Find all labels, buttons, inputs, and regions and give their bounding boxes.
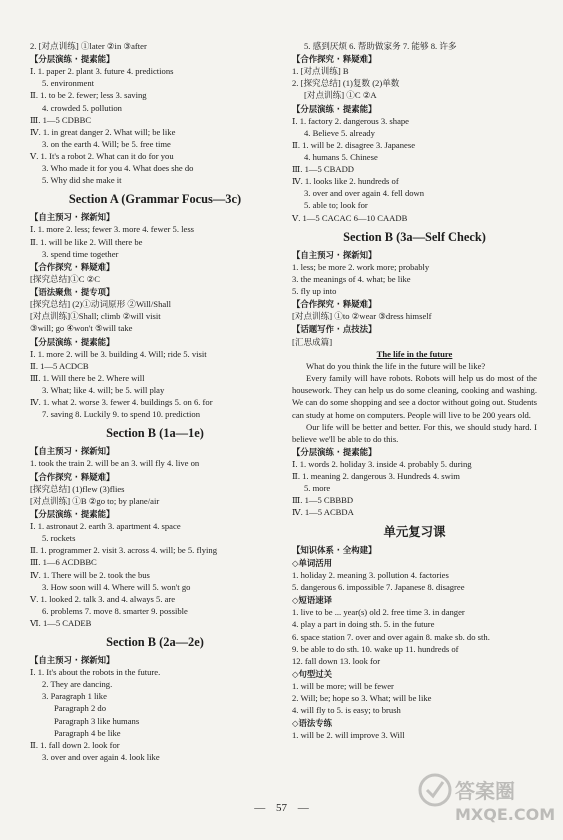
left-answer-line: Ⅲ. 1—6 ACDBBC [30, 557, 97, 568]
left-answer-line: Ⅱ. 1. will be like 2. Will there be [30, 236, 143, 247]
right-answer-line: [对点训练] ①C ②A [304, 90, 377, 101]
right-section-heading: 【合作探究 · 释疑难】 [292, 54, 377, 65]
svg-text:答案圈: 答案圈 [455, 779, 515, 803]
right-answer-line: 1. holiday 2. meaning 3. pollution 4. factories [292, 569, 449, 580]
left-answer-line: Ⅱ. 1—5 ACDCB [30, 360, 89, 371]
left-column [30, 40, 280, 763]
left-answer-line: Paragraph 2 do [54, 703, 107, 714]
left-answer-line: 6. problems 7. move 8. smarter 9. possible [42, 605, 188, 616]
left-answer-line: Paragraph 3 like humans [54, 715, 140, 726]
right-answer-line: Ⅴ. 1—5 CACAC 6—10 CAADB [292, 212, 408, 223]
left-answer-line: 3. Who made it for you 4. What does she do [42, 163, 194, 174]
right-section-title: Section B (3a—Self Check) [343, 229, 486, 244]
left-section-heading: 【自主预习 · 探新知】 [30, 655, 115, 665]
right-answer-line: [汇思成篇] [292, 336, 333, 347]
right-answer-line: 5. fly up into [292, 286, 337, 297]
left-answer-line: Ⅱ. 1. programmer 2. visit 3. across 4. will; be 5. flying [30, 545, 217, 556]
right-answer-line: 4. play a part in doing sth. 5. in the future [292, 619, 435, 630]
svg-text:MXQE.COM: MXQE.COM [455, 805, 556, 824]
right-section-heading: 【自主预习 · 探新知】 [292, 249, 377, 260]
left-answer-line: 5. environment [42, 78, 95, 89]
right-answer-line: 4. will fly to 5. is easy; to brush [292, 705, 401, 716]
right-essay-paragraph: What do you think the life in the future will be like? [306, 361, 486, 372]
right-answer-line: 2. [探究总结] (1)复数 (2)单数 [292, 78, 400, 89]
left-answer-line: 5. rockets [42, 533, 76, 544]
left-answer-line: Ⅰ. 1. paper 2. plant 3. future 4. predictions [30, 66, 174, 77]
right-answer-line: [对点训练] ①to ②wear ③dress himself [292, 311, 432, 322]
left-answer-line: [探究总结] (1)flew (3)flies [30, 483, 125, 494]
left-section-heading: 【语法聚焦 · 提专项】 [30, 287, 115, 298]
right-answer-line: Ⅰ. 1. factory 2. dangerous 3. shape [292, 115, 409, 126]
left-answer-line: 7. saving 8. Luckily 9. to spend 10. prediction [42, 409, 201, 420]
left-answer-line: [对点训练] ①B ②go to; by plane/air [30, 495, 160, 506]
left-section-heading: 【自主预习 · 探新知】 [30, 446, 115, 457]
left-answer-line: Ⅴ. 1. looked 2. talk 3. and 4. always 5. are [30, 593, 176, 604]
left-section-heading: 【分层演练 · 提素能】 [30, 54, 115, 65]
left-answer-line: 1. took the train 2. will be an 3. will fly 4. live on [30, 458, 200, 469]
left-answer-line: 3. on the earth 4. Will; be 5. free time [42, 138, 171, 149]
right-answer-line: 4. humans 5. Chinese [304, 152, 378, 163]
left-answer-line: 5. Why did she make it [42, 175, 122, 186]
right-section-heading: ◇单词活用 [292, 557, 332, 568]
left-answer-line: [探究总结] (2)①动词原形 ②Will/Shall [30, 299, 171, 310]
left-answer-line: Ⅰ. 1. It's about the robots in the future. [30, 667, 161, 678]
page-number-value: 57 [276, 802, 287, 814]
right-answer-line: 1. [对点训练] B [292, 66, 349, 77]
right-answer-line: 2. Will; be; hope so 3. What; will be like [292, 693, 432, 704]
left-answer-line: 2. They are dancing. [42, 679, 113, 690]
left-answer-line: ③will; go ④won't ⑤will take [30, 323, 133, 334]
right-answer-line: 5. more [304, 483, 331, 494]
left-section-heading: 【合作探究 · 释疑难】 [30, 471, 115, 482]
left-answer-line: [对点训练]①Shall; climb ②will visit [30, 311, 161, 322]
right-section-heading: 【分层演练 · 提素能】 [292, 103, 377, 114]
right-answer-line: Ⅲ. 1—5 CBBBD [292, 495, 354, 506]
right-answer-line: 4. Believe 5. already [304, 127, 375, 138]
left-answer-line: Ⅰ. 1. more 2. will be 3. building 4. Will; ride 5. visit [30, 348, 207, 359]
right-answer-line: 12. fall down 13. look for [292, 655, 381, 666]
right-section-heading: ◇语法专练 [292, 718, 332, 729]
right-answer-line: Ⅲ. 1—5 CBADD [292, 164, 355, 175]
right-essay-title: The life in the future [376, 348, 453, 359]
right-essay-paragraph: Our life will be better and better. For this, we should study hard. I believe we'll be able to do this. [292, 421, 537, 444]
left-section-heading: 【分层演练 · 提素能】 [30, 508, 115, 519]
right-answer-line: 1. will be 2. will improve 3. Will [292, 730, 405, 741]
right-answer-line: Ⅱ. 1. will be 2. disagree 3. Japanese [292, 139, 416, 150]
right-section-heading: ◇句型过关 [292, 668, 332, 679]
right-answer-line: 5. dangerous 6. impossible 7. Japanese 8. disagree [292, 582, 465, 593]
left-answer-line: Ⅳ. 1. in great danger 2. What will; be like [30, 126, 176, 137]
left-answer-line: [探究总结]①C ②C [30, 273, 101, 284]
page-number: — 57 — [254, 802, 309, 814]
right-answer-line: Ⅳ. 1. looks like 2. hundreds of [292, 176, 399, 187]
right-answer-line: 1. will be more; will be fewer [292, 681, 394, 691]
right-section-heading: 【分层演练 · 提素能】 [292, 446, 377, 457]
right-answer-line: 5. able to; look for [304, 200, 368, 211]
left-section-title: Section B (2a—2e) [106, 635, 204, 649]
left-answer-line: 2. [对点训练] ①later ②in ③after [30, 41, 147, 51]
left-answer-line: Ⅱ. 1. to be 2. fewer; less 3. saving [30, 90, 147, 101]
left-answer-line: Ⅳ. 1. what 2. worse 3. fewer 4. buildings 5. on 6. for [30, 397, 213, 408]
left-answer-line: Ⅰ. 1. more 2. less; fewer 3. more 4. fewer 5. less [30, 224, 195, 235]
left-answer-line: Ⅰ. 1. astronaut 2. earth 3. apartment 4. space [30, 521, 181, 532]
right-answer-line: Ⅰ. 1. words 2. holiday 3. inside 4. probably 5. during [292, 459, 472, 470]
left-answer-line: Ⅴ. 1. It's a robot 2. What can it do for you [30, 150, 174, 161]
right-essay-paragraph: Every family will have robots. Robots will help us do most of the housework. They can help us do some cleaning, cooking and washing. We can do some shopping and see a doctor without going out. Students can study at home on computers. People will live to be 200 years old. [292, 373, 537, 420]
right-answer-line: 1. live to be ... year(s) old 2. free time 3. in danger [292, 607, 465, 618]
left-section-heading: 【自主预习 · 探新知】 [30, 212, 115, 223]
left-answer-line: Ⅵ. 1—5 CADEB [30, 617, 92, 628]
left-answer-line: Ⅳ. 1. There will be 2. took the bus [30, 569, 150, 580]
left-answer-line: 4. crowded 5. pollution [42, 102, 122, 113]
left-section-heading: 【合作探究 · 释疑难】 [30, 261, 115, 272]
right-answer-line: 6. space station 7. over and over again 8. make sb. do sth. [292, 631, 490, 642]
right-section-title: 单元复习课 [383, 524, 446, 539]
left-section-title: Section B (1a—1e) [106, 426, 204, 441]
right-answer-line: Ⅱ. 1. meaning 2. dangerous 3. Hundreds 4. swim [292, 471, 460, 482]
left-answer-line: 3. What; like 4. will; be 5. will play [42, 384, 165, 395]
left-answer-line: Ⅲ. 1—5 CDBBC [30, 114, 92, 125]
right-column [292, 40, 537, 742]
left-answer-line: 3. spend time together [42, 248, 119, 259]
left-answer-line: 3. How soon will 4. Where will 5. won't go [42, 581, 191, 592]
right-section-heading: 【话题写作 · 点技法】 [292, 324, 377, 335]
right-answer-line: 5. 感到厌烦 6. 帮助做家务 7. 能够 8. 许多 [304, 41, 457, 51]
left-answer-line: 3. Paragraph 1 like [42, 691, 107, 702]
right-section-heading: 【知识体系 · 全构建】 [292, 544, 377, 555]
left-section-heading: 【分层演练 · 提素能】 [30, 336, 115, 347]
right-answer-line: 1. less; be more 2. work more; probably [292, 261, 430, 272]
right-answer-line: 3. the meanings of 4. what; be like [292, 273, 411, 284]
right-answer-line: 9. be able to do sth. 10. wake up 11. hundreds of [292, 643, 459, 654]
right-section-heading: ◇短语速译 [292, 595, 332, 606]
right-answer-line: Ⅳ. 1—5 ACBDA [292, 507, 354, 518]
left-answer-line: Ⅲ. 1. Will there be 2. Where will [30, 372, 145, 383]
right-section-heading: 【合作探究 · 释疑难】 [292, 299, 377, 310]
watermark-logo [415, 768, 556, 828]
left-answer-line: Paragraph 4 be like [54, 727, 121, 738]
left-answer-line: Ⅱ. 1. fall down 2. look for [30, 739, 120, 750]
left-answer-line: 3. over and over again 4. look like [42, 751, 160, 762]
left-section-title: Section A (Grammar Focus—3c) [68, 192, 242, 207]
right-answer-line: 3. over and over again 4. fell down [304, 188, 425, 199]
